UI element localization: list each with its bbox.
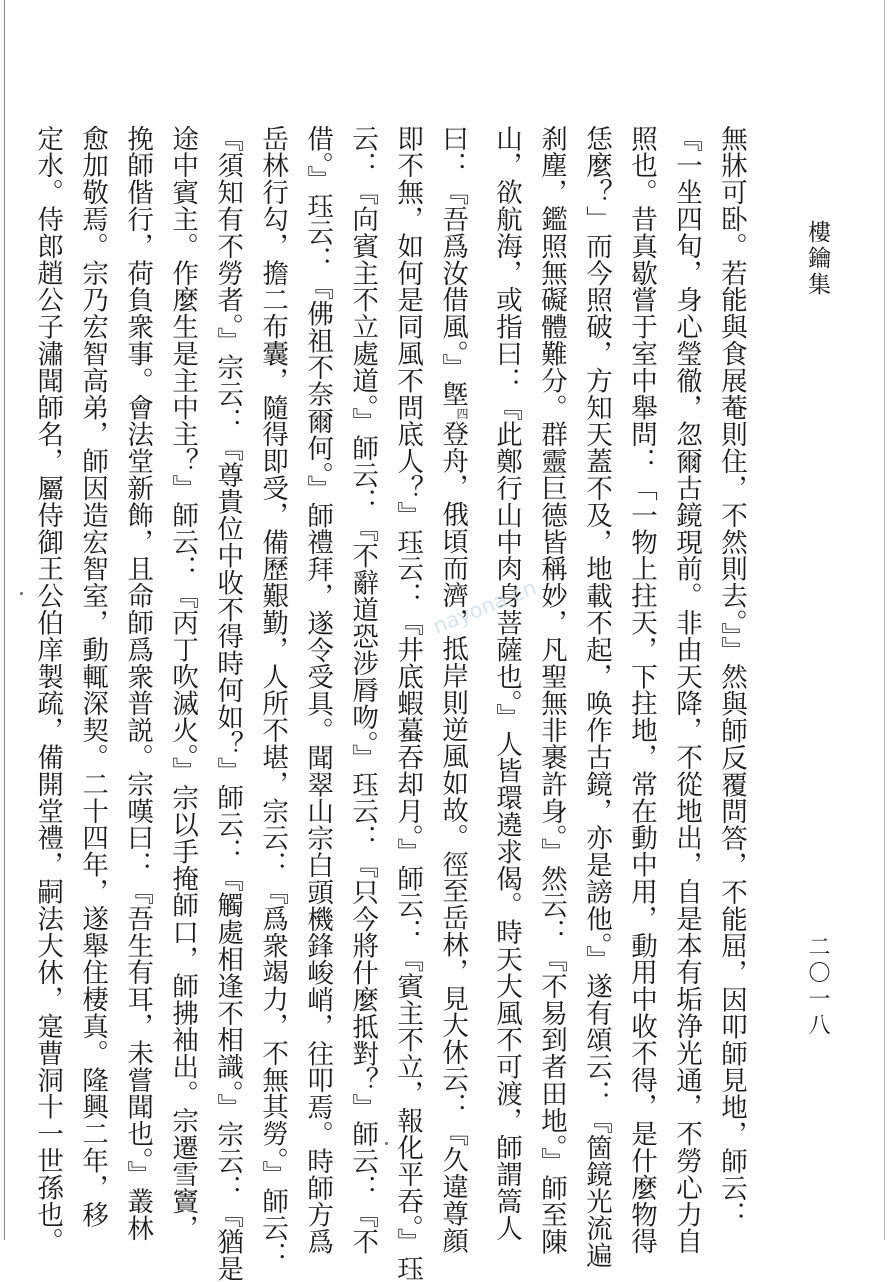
scan-speck [385,1142,388,1145]
text-column-10: 借。』珏云：『佛祖不奈爾何。』師禮拜，遂令受具。聞翠山宗白頭機鋒峻峭，往叩焉。時師方爲 [302,125,334,1256]
scan-edge-left [4,0,5,1240]
text-column-3: 照也。昔真歇嘗于室中舉問：「一物上拄天，下拄地，常在動中用，動用中收不得，是什麼物得 [626,125,657,1255]
text-column-8: 即不無，如何是同風不問底人？』珏云：『井底蝦蟇吞却月。』師云：『賓主不立，報化平吞。』珏 [392,125,424,1282]
text-column-7 [430,125,484,1254]
text-column-16: 定水。侍郎趙公子潚聞師名，屬侍御王公伯庠製疏，備開堂禮，嗣法大休，寔曹洞十一世孫也。 [32,125,64,1255]
text-column-15: 愈加敬焉。宗乃宏智高弟，師因造宏智室，動輒深契。二十四年，遂舉住棲真。隆興二年，移 [77,125,109,1228]
scan-speck [20,592,23,595]
text-column-13: 途中賓主。作麼生是主中主？』師云：『丙丁吹滅火。』宗以手掩師口，師拂袖出。宗遷雪竇， [167,125,199,1242]
text-column-7-rest: 登舟，俄頃而濟，抵岸則逆風如故。徑至岳林，見大休云：『久違尊顔 [437,420,469,1254]
running-head: 樓鑰集 [804,220,830,298]
text-column-12: 『須知有不勞者。』宗云：『尊貴位中收不得時何如？』師云：『觸處相逢不相識。』宗云：『猶是 [212,125,244,1282]
text-column-2: 『一坐四旬，身心瑩徹，忽爾古鏡現前。非由天降，不從地出，自是本有垢浄光通，不勞心力自 [671,125,702,1255]
text-column-11: 岳林行勾，擔二布囊，隨得即受，備歷艱勤，人所不堪，宗云：『爲衆竭力，不無其勞。』師云： [257,125,289,1269]
watermark: nayona.cn [429,575,540,639]
text-column-5: 刹塵，鑑照無礙體難分。群靈巨德皆稱妙，凡聖無非裹許身。』然云：『不易到者田地。』師至陳 [536,125,567,1256]
text-column-6: 山，欲航海，或指曰：『此鄭行山中肉身菩薩也。』人皆環遶求偈。時天大風不可渡，師謂篙人 [491,125,522,1242]
scan-edge-right [884,0,885,1240]
body-text [32,125,754,1282]
page-number: 二〇一八 [805,935,830,1039]
text-column-1: 無牀可卧。若能與食展菴則住，不然則去。』』然與師反覆問答，不能屈，因叩師見地，師云： [716,125,747,1229]
text-column-14: 挽師偕行，荷負衆事。會法堂新飾，且命師爲衆普説。宗嘆曰：『吾生有耳，未嘗聞也。』叢林 [122,125,154,1242]
text-column-7-start: 曰：『吾爲汝借風。』墍 [437,125,469,408]
footnote-marker[interactable]: 四 [455,407,469,421]
text-column-9: 云：『向賓主不立處道。』師云：『不辭道恐涉脣吻。』珏云：『只今將什麼抵對？』師云：『不 [347,125,379,1256]
text-column-4: 恁麼？」而今照破，方知天蓋不及，地載不起，唤作古鏡，亦是謗他。』遂有頌云：『箇鏡光流遍 [581,125,612,1269]
